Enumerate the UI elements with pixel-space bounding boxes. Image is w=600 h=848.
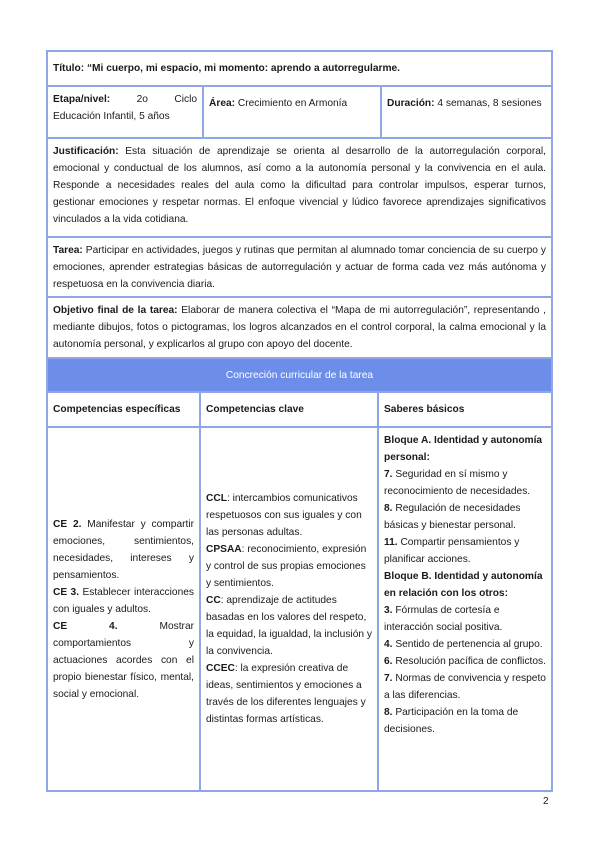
saber-item: 8. Regulación de necesidades básicas y bienestar personal. xyxy=(384,503,521,531)
key-competences-cell xyxy=(199,426,377,792)
block-b-heading: Bloque B. Identidad y autonomía en relación con los otros: xyxy=(384,571,543,599)
meta-row xyxy=(46,85,553,137)
title-value: “Mi cuerpo, mi espacio, mi momento: aprendo a autorregularme. xyxy=(84,63,401,74)
stage-value: 2o Ciclo Educación Infantil, 5 años xyxy=(53,94,197,122)
justification-cell xyxy=(46,137,553,236)
specific-competences-cell xyxy=(46,426,199,792)
specific-competence-item: CE 2. Manifestar y compartir emociones, sentimientos, necesidades, intereses y pensamientos. xyxy=(53,518,194,581)
saber-item: 6. Resolución pacífica de conflictos. xyxy=(384,656,546,667)
curricular-content-row xyxy=(46,426,553,792)
title-label: Título: xyxy=(53,63,85,74)
saber-item: 3. Fórmulas de cortesía e interacción social positiva. xyxy=(384,605,503,633)
saber-item: 11. Compartir pensamientos y planificar acciones. xyxy=(384,537,520,565)
area-cell xyxy=(202,85,380,137)
specific-competence-item: CE 4. Mostrar comportamientos y actuaciones acordes con el propio bienestar físico, mental, social y emocional. xyxy=(53,620,194,700)
saber-item: 7. Seguridad en sí mismo y reconocimiento de necesidades. xyxy=(384,469,531,497)
key-competence-item: CCL: intercambios comunicativos respetuosos con sus iguales y con las personas adultas. xyxy=(206,493,362,538)
curricular-banner: Concreción curricular de la tarea xyxy=(46,357,553,391)
column-header-row xyxy=(46,391,553,426)
specific-competence-item: CE 3. Establecer interacciones con iguales y adultos. xyxy=(53,586,194,615)
key-competence-item: CPSAA: reconocimiento, expresión y control de sus propias emociones y sentimientos. xyxy=(206,544,367,589)
header-specific-competences: Competencias específicas xyxy=(46,391,199,426)
key-competence-item: CCEC: la expresión creativa de ideas, sentimientos y emociones a través de los diferentes lenguajes y distintas formas artísticas. xyxy=(206,663,366,725)
stage-cell xyxy=(46,85,202,137)
duration-label: Duración: xyxy=(387,98,435,109)
key-competences-list xyxy=(206,490,372,728)
page-number: 2 xyxy=(543,796,549,807)
learning-situation-table xyxy=(46,50,553,792)
title-cell xyxy=(46,50,553,85)
area-value: Crecimiento en Armonía xyxy=(235,98,348,109)
key-competence-item: CC: aprendizaje de actitudes basadas en los valores del respeto, la equidad, la igualdad, la inclusión y la convivencia. xyxy=(206,595,372,657)
task-cell xyxy=(46,236,553,296)
objective-cell xyxy=(46,296,553,357)
area-label: Área: xyxy=(209,98,236,109)
stage-label: Etapa/nivel: xyxy=(53,94,111,105)
saber-item: 4. Sentido de pertenencia al grupo. xyxy=(384,639,543,650)
saber-item: 7. Normas de convivencia y respeto a las diferencias. xyxy=(384,673,546,701)
duration-value: 4 semanas, 8 sesiones xyxy=(434,98,542,109)
objective-text: Elaborar de manera colectiva el “Mapa de mi autorregulación”, representando , mediante dibujos, fotos o pictogramas, los logros alcanzados en el control corporal, la calma emocional y la autonomía personal, y explicarlos al grupo con apoyo del docente. xyxy=(53,305,546,350)
saberes-cell xyxy=(377,426,553,792)
justification-label: Justificación: xyxy=(53,146,119,157)
header-saberes: Saberes básicos xyxy=(377,391,553,426)
task-label: Tarea: xyxy=(53,245,83,256)
block-a-heading: Bloque A. Identidad y autonomía personal: xyxy=(384,435,543,463)
saber-item: 8. Participación en la toma de decisiones. xyxy=(384,707,519,735)
header-key-competences: Competencias clave xyxy=(199,391,377,426)
task-text: Participar en actividades, juegos y rutinas que permitan al alumnado tomar conciencia de su cuerpo y emociones, aprender estrategias básicas de autorregulación y actuar de forma cada vez más autónoma y respetuosa en la convivencia diaria. xyxy=(53,245,546,290)
specific-competences-list xyxy=(53,516,194,703)
justification-text: Esta situación de aprendizaje se orienta al desarrollo de la autorregulación corporal, emocional y conductual de los alumnos, así como a la autonomía personal y la convivencia en el aula. Responde a necesidades reales del aula como la dificultad para controlar impulsos, esperar turnos, gestionar emociones y respetar normas. El enfoque vivencial y lúdico favorece aprendizajes significativos vinculados a la vida cotidiana. xyxy=(53,146,546,225)
objective-label: Objetivo final de la tarea: xyxy=(53,305,178,316)
duration-cell xyxy=(380,85,553,137)
